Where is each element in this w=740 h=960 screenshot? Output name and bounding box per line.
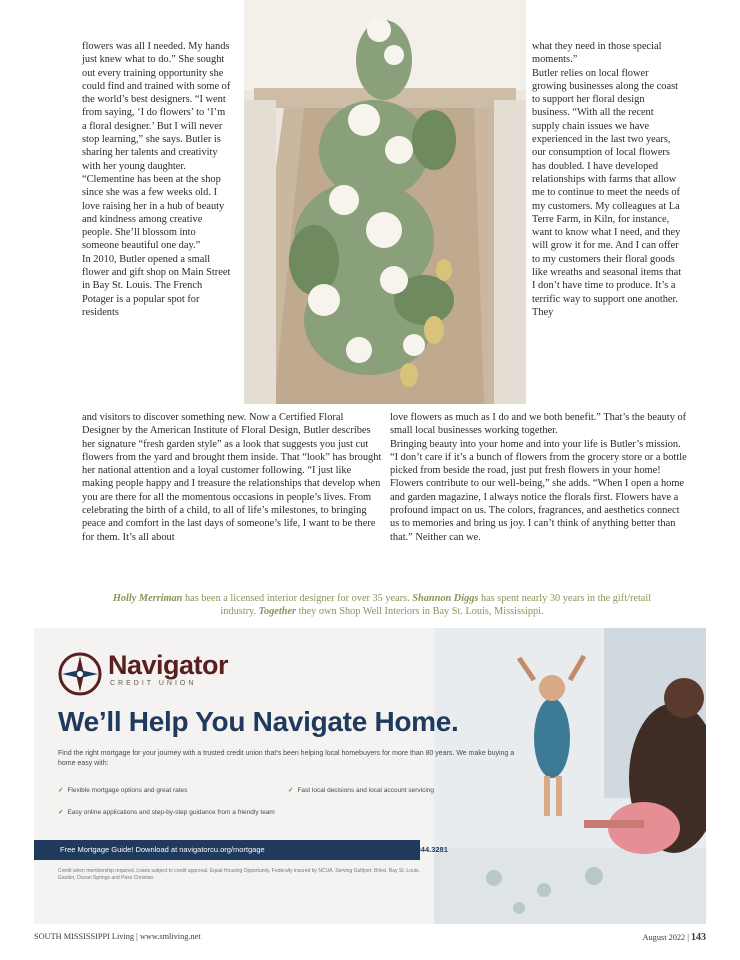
author-name: Shannon Diggs xyxy=(412,593,479,604)
footer-page-info: August 2022 | 143 xyxy=(642,932,706,943)
article-column-right xyxy=(532,40,682,319)
navigator-logo[interactable] xyxy=(58,650,229,701)
checkmark-icon: ✓ xyxy=(58,809,64,816)
article-text: what they need in those special moments.” Butler relies on local flower growing businesses along the coast to support her floral design business. “With all the recent supply chain issues we have experienced in the last two years, our consumption of local flowers has doubled. I have developed relationships with farms that allow me to continue to meet the needs of my customers. My colleagues at La Terre Farm, in Kiln, for instance, want to know what I need, and they will grow it for me. And I can offer to my customers their floral goods like wreaths and seasonal items that I don’t have time to produce. It’s a terrific way to support one another. They xyxy=(532,41,682,318)
logo-wordmark: Navigator xyxy=(108,650,229,680)
ad-phone-number[interactable]: 800.344.3281 xyxy=(402,845,448,854)
author-bio xyxy=(102,592,662,618)
navigator-advertisement[interactable] xyxy=(34,628,706,924)
article-column-left xyxy=(82,40,232,319)
checkmark-icon: ✓ xyxy=(58,787,64,794)
ad-benefit-item: ✓ Flexible mortgage options and great rates xyxy=(58,787,188,794)
ad-benefit-item: ✓ Fast local decisions and local account servicing xyxy=(288,787,435,794)
logo-tagline: CREDIT UNION xyxy=(110,680,197,687)
author-name: Holly Merriman xyxy=(112,593,183,604)
author-bio-text: has spent nearly 30 years in the gift/retail industry. xyxy=(220,593,652,617)
compass-icon xyxy=(58,652,102,696)
footer-publication: SOUTH MISSISSIPPI Living | www.smliving.net xyxy=(34,932,201,941)
author-name: Together xyxy=(258,606,297,617)
article-text: and visitors to discover something new. Now a Certified Floral Designer by the American Institute of Floral Design, Butler describes her signature “fresh garden style” as a look that suggests you just cut flowers from the yard and brought them inside. That “look” has brought her national attention and a loyal customer following. “I just like making people happy and I treasure the relationships that develop when you are there for all the momentous occasions in people’s lives. From celebrating the birth of a child, to all of life’s milestones, to bringing peace and comfort in the last days of someone’s life, I want to be there for them. It’s all about xyxy=(82,412,382,543)
family-home-photo xyxy=(434,628,706,924)
ad-body-text: Find the right mortgage for your journey with a trusted credit union that’s been helping local homebuyers for more than 80 years. We make buying a home easy with: xyxy=(58,750,515,767)
checkmark-icon: ✓ xyxy=(288,787,294,794)
mortgage-guide-link[interactable]: Free Mortgage Guide! Download at navigatorcu.org/mortgage xyxy=(34,840,420,860)
article-column-bottom-right xyxy=(390,411,690,544)
ad-benefit-item: ✓ Easy online applications and step-by-step guidance from a friendly team xyxy=(58,809,275,816)
author-bio-text: has been a licensed interior designer for over 35 years. xyxy=(182,593,413,604)
article-column-bottom-left xyxy=(82,411,382,544)
ad-headline: We’ll Help You Navigate Home. xyxy=(58,706,459,737)
page-number: 143 xyxy=(691,932,706,943)
ad-fine-print: Credit union membership required. Loans subject to credit approval. Equal Housing Opportunity. Federally insured by NCUA. Serving Gulfport, Biloxi, Bay St. Louis, Gautier, Ocean Springs and Pass Christian. xyxy=(58,868,420,881)
author-bio-text: they own Shop Well Interiors in Bay St. Louis, Mississippi. xyxy=(296,606,544,617)
footer-date: August 2022 xyxy=(642,933,686,942)
floral-centerpiece-photo xyxy=(244,0,526,404)
article-text: love flowers as much as I do and we both benefit.” That’s the beauty of small local businesses working together. Bringing beauty into your home and into your life is Butler’s mission. “I don’t care if it’s a bunch of flowers from the grocery store or a bottle picked from beside the road, just put fresh flowers in your home! Flowers contribute to our well-being,” she adds. “When I open a home and garden magazine, I always notice the florals first. Flowers have a profound impact on us. The colors, fragrances, and aesthetics connect us to memories and bring us joy. I can’t think of anything better than that.” Neither can we. xyxy=(390,412,687,543)
article-text: flowers was all I needed. My hands just knew what to do.” She sought out every training opportunity she could find and trained with some of the world’s best designers. “I went from saying, ‘I do flowers’ to ‘I’m a floral designer.’ But I will never stop learning,” she says. Butler is sharing her talents and creativity with her young daughter. “Clementine has been at the shop since she was a few weeks old. I love raising her in a hub of beauty and kindness among creative people. She’ll blossom into someone beautiful one day.” In 2010, Butler opened a small flower and gift shop on Main Street in Bay St. Louis. The French Potager is a popular spot for residents xyxy=(82,41,231,318)
